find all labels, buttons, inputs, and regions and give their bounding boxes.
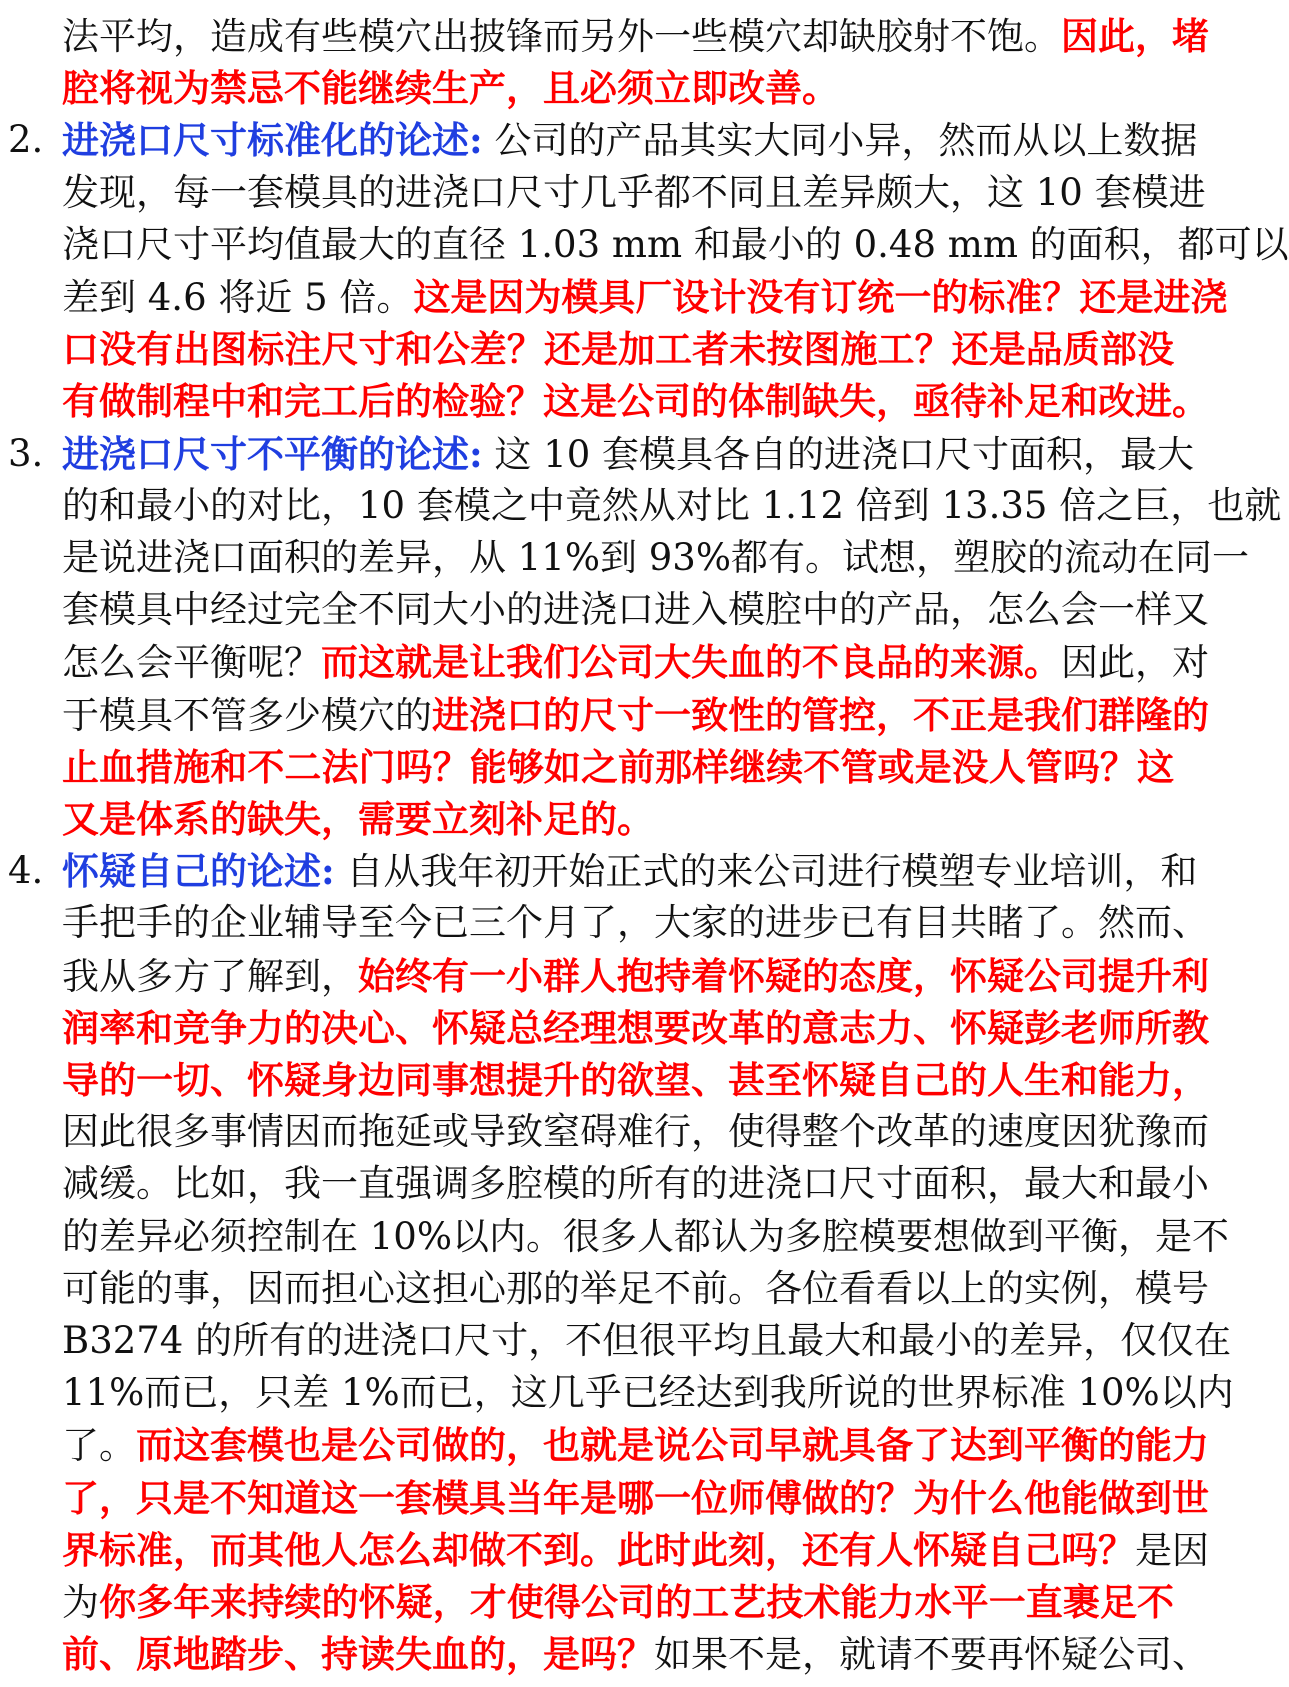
text-line bbox=[62, 478, 1282, 534]
section-heading: 进浇口尺寸不平衡的论述: bbox=[62, 432, 483, 476]
text-line bbox=[62, 1417, 1209, 1473]
emphasis-text: 止血措施和不二法门吗？能够如之前那样继续不管或是没人管吗？这 bbox=[62, 745, 1174, 789]
body-text: 浇口尺寸平均值最大的直径 1.03 mm 和最小的 0.48 mm 的面积，都可以 bbox=[62, 223, 1289, 266]
text-line bbox=[62, 321, 1174, 377]
text-line bbox=[62, 843, 1198, 899]
body-text: 发现，每一套模具的进浇口尺寸几乎都不同且差异颇大，这 10 套模进 bbox=[62, 171, 1206, 214]
text-line bbox=[62, 791, 1174, 847]
text-line bbox=[62, 1104, 1209, 1160]
emphasis-text: 润率和竞争力的决心、怀疑总经理想要改革的意志力、怀疑彭老师所教 bbox=[62, 1006, 1209, 1050]
body-text: 公司的产品其实大同小异，然而从以上数据 bbox=[482, 119, 1198, 162]
text-line bbox=[62, 530, 1249, 586]
emphasis-text: 导的一切、怀疑身边同事想提升的欲望、甚至怀疑自己的人生和能力， bbox=[62, 1058, 1209, 1102]
body-text: 可能的事，因而担心这担心那的举足不前。各位看看以上的实例，模号 bbox=[62, 1267, 1209, 1310]
emphasis-text: 因此，堵 bbox=[1061, 14, 1209, 58]
text-line bbox=[62, 373, 1209, 429]
body-text: 于模具不管多少模穴的 bbox=[62, 694, 432, 737]
body-text: 因此很多事情因而拖延或导致窒碍难行，使得整个改革的速度因犹豫而 bbox=[62, 1110, 1209, 1153]
emphasis-text: 这是因为模具厂设计没有订统一的标准？还是进浇 bbox=[413, 275, 1228, 319]
body-text: 为 bbox=[62, 1581, 100, 1624]
emphasis-text: 而这就是让我们公司大失血的不良品的来源。 bbox=[321, 640, 1061, 684]
emphasis-text: 口没有出图标注尺寸和公差？还是加工者未按图施工？还是品质部没 bbox=[62, 327, 1174, 371]
text-line bbox=[62, 1209, 1229, 1265]
text-line bbox=[62, 165, 1206, 221]
body-text: 自从我年初开始正式的来公司进行模塑专业培训，和 bbox=[334, 850, 1198, 893]
body-text: 是说进浇口面积的差异，从 11%到 93%都有。试想，塑胶的流动在同一 bbox=[62, 536, 1249, 579]
body-text: 手把手的企业辅导至今已三个月了，大家的进步已有目共睹了。然而、 bbox=[62, 901, 1209, 944]
text-line bbox=[62, 1261, 1209, 1317]
body-text: 套模具中经过完全不同大小的进浇口进入模腔中的产品，怎么会一样又 bbox=[62, 588, 1209, 631]
body-text: 了。 bbox=[62, 1424, 136, 1467]
text-line bbox=[62, 269, 1228, 325]
list-number: 3. bbox=[8, 432, 44, 475]
text-line bbox=[62, 1470, 1209, 1526]
body-text: 减缓。比如，我一直强调多腔模的所有的进浇口尺寸面积，最大和最小 bbox=[62, 1162, 1209, 1205]
text-line bbox=[62, 687, 1209, 743]
emphasis-text: 始终有一小群人抱持着怀疑的态度，怀疑公司提升利 bbox=[358, 954, 1209, 998]
body-text: 11%而已，只差 1%而已，这几乎已经达到我所说的世界标准 10%以内 bbox=[62, 1371, 1234, 1414]
text-line bbox=[62, 582, 1209, 638]
emphasis-text: 你多年来持续的怀疑，才使得公司的工艺技术能力水平一直裹足不 bbox=[99, 1580, 1175, 1624]
text-line bbox=[62, 1626, 1209, 1682]
emphasis-text: 而这套模也是公司做的，也就是说公司早就具备了达到平衡的能力 bbox=[136, 1423, 1209, 1467]
emphasis-text: 有做制程中和完工后的检验？这是公司的体制缺失，亟待补足和改进。 bbox=[62, 379, 1209, 423]
body-text: 法平均，造成有些模穴出披锋而另外一些模穴却缺胶射不饱。 bbox=[62, 15, 1061, 58]
text-line bbox=[62, 739, 1174, 795]
body-text: 如果不是，就请不要再怀疑公司、 bbox=[654, 1633, 1209, 1676]
text-line bbox=[62, 1313, 1232, 1369]
body-text: 因此，对 bbox=[1061, 641, 1209, 684]
list-number: 4. bbox=[8, 849, 44, 892]
emphasis-text: 了，只是不知道这一套模具当年是哪一位师傅做的？为什么他能做到世 bbox=[62, 1476, 1209, 1520]
emphasis-text: 进浇口的尺寸一致性的管控，不正是我们群隆的 bbox=[432, 693, 1209, 737]
emphasis-text: 又是体系的缺失，需要立刻补足的。 bbox=[62, 797, 654, 841]
body-text: 怎么会平衡呢？ bbox=[62, 641, 321, 684]
text-line bbox=[62, 1365, 1234, 1421]
body-text: 的和最小的对比，10 套模之中竟然从对比 1.12 倍到 13.35 倍之巨，也就 bbox=[62, 484, 1282, 527]
text-line bbox=[62, 1574, 1174, 1630]
text-line bbox=[62, 60, 1174, 116]
text-line bbox=[62, 895, 1209, 951]
body-text: 是因 bbox=[1135, 1529, 1209, 1572]
text-line bbox=[62, 1156, 1209, 1212]
body-text: 的差异必须控制在 10%以内。很多人都认为多腔模要想做到平衡，是不 bbox=[62, 1215, 1229, 1258]
emphasis-text: 腔将视为禁忌不能继续生产，且必须立即改善。 bbox=[62, 66, 839, 110]
list-number: 2. bbox=[8, 118, 44, 161]
section-heading: 怀疑自己的论述: bbox=[62, 849, 335, 893]
text-line bbox=[62, 426, 1195, 482]
text-line bbox=[62, 8, 1209, 64]
text-line bbox=[62, 1522, 1209, 1578]
emphasis-text: 前、原地踏步、持读失血的，是吗？ bbox=[62, 1632, 654, 1676]
text-line bbox=[62, 634, 1209, 690]
body-text: B3274 的所有的进浇口尺寸，不但很平均且最大和最小的差异，仅仅在 bbox=[62, 1319, 1232, 1362]
emphasis-text: 界标准，而其他人怎么却做不到。此时此刻，还有人怀疑自己吗？ bbox=[62, 1528, 1135, 1572]
body-text: 差到 4.6 将近 5 倍。 bbox=[62, 276, 414, 319]
body-text: 这 10 套模具各自的进浇口尺寸面积，最大 bbox=[482, 433, 1195, 476]
text-line bbox=[62, 217, 1289, 273]
text-line bbox=[62, 1000, 1209, 1056]
text-line bbox=[62, 948, 1209, 1004]
body-text: 我从多方了解到， bbox=[62, 955, 358, 998]
text-line bbox=[62, 1052, 1209, 1108]
section-heading: 进浇口尺寸标准化的论述: bbox=[62, 118, 483, 162]
text-line bbox=[62, 112, 1198, 168]
